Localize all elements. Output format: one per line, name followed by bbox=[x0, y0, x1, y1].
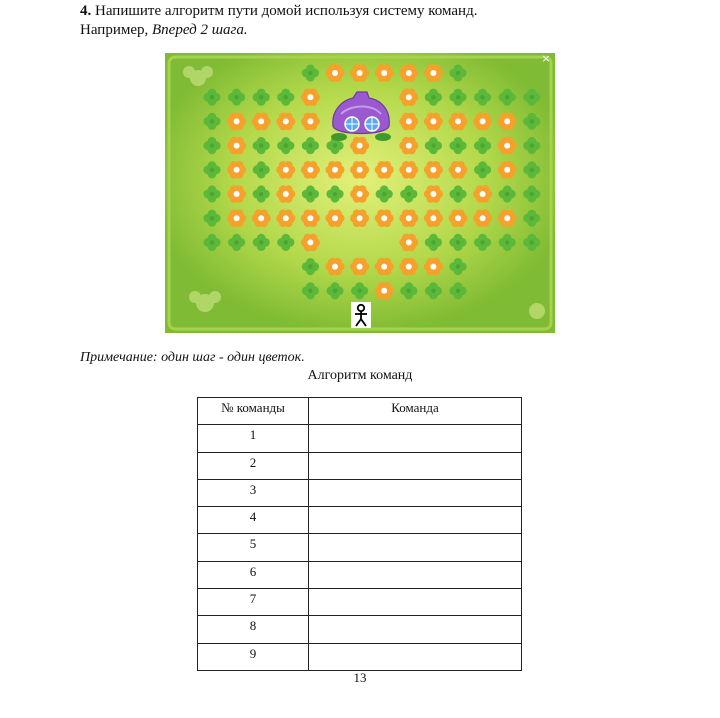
task-line-1 bbox=[80, 2, 477, 21]
game-field bbox=[165, 53, 555, 333]
header-command: Команда bbox=[309, 398, 522, 425]
note: Примечание: один шаг - один цветок. bbox=[80, 350, 305, 365]
task-statement bbox=[80, 2, 477, 40]
command-number-cell: 6 bbox=[198, 561, 309, 588]
command-table bbox=[197, 397, 522, 671]
example-value: Вперед 2 шага. bbox=[152, 22, 248, 38]
table-row bbox=[198, 425, 522, 452]
command-number-cell: 3 bbox=[198, 479, 309, 506]
command-cell[interactable] bbox=[309, 561, 522, 588]
command-number-cell: 2 bbox=[198, 452, 309, 479]
command-cell[interactable] bbox=[309, 534, 522, 561]
command-number-cell: 8 bbox=[198, 616, 309, 643]
table-row bbox=[198, 452, 522, 479]
table-row bbox=[198, 589, 522, 616]
command-number-cell: 9 bbox=[198, 643, 309, 670]
table-row bbox=[198, 561, 522, 588]
command-cell[interactable] bbox=[309, 479, 522, 506]
page-number: 13 bbox=[353, 670, 367, 685]
table-row bbox=[198, 479, 522, 506]
command-number-cell: 5 bbox=[198, 534, 309, 561]
stick-figure-icon bbox=[351, 302, 371, 328]
header-command-number: № команды bbox=[198, 398, 309, 425]
table-row bbox=[198, 507, 522, 534]
task-number: 4. bbox=[80, 3, 92, 19]
task-text: Напишите алгоритм пути домой используя систему команд. bbox=[95, 3, 478, 19]
table-caption: Алгоритм команд bbox=[307, 368, 413, 383]
table-row bbox=[198, 616, 522, 643]
command-cell[interactable] bbox=[309, 425, 522, 452]
command-cell[interactable] bbox=[309, 507, 522, 534]
command-number-cell: 4 bbox=[198, 507, 309, 534]
close-icon[interactable]: × bbox=[541, 53, 551, 65]
command-cell[interactable] bbox=[309, 452, 522, 479]
command-cell[interactable] bbox=[309, 616, 522, 643]
table-row bbox=[198, 643, 522, 670]
example-prefix: Например, bbox=[80, 22, 149, 38]
command-number-cell: 1 bbox=[198, 425, 309, 452]
command-cell[interactable] bbox=[309, 643, 522, 670]
command-number-cell: 7 bbox=[198, 589, 309, 616]
command-cell[interactable] bbox=[309, 589, 522, 616]
table-row bbox=[198, 534, 522, 561]
table-header-row bbox=[198, 398, 522, 425]
task-line-2 bbox=[80, 21, 477, 40]
